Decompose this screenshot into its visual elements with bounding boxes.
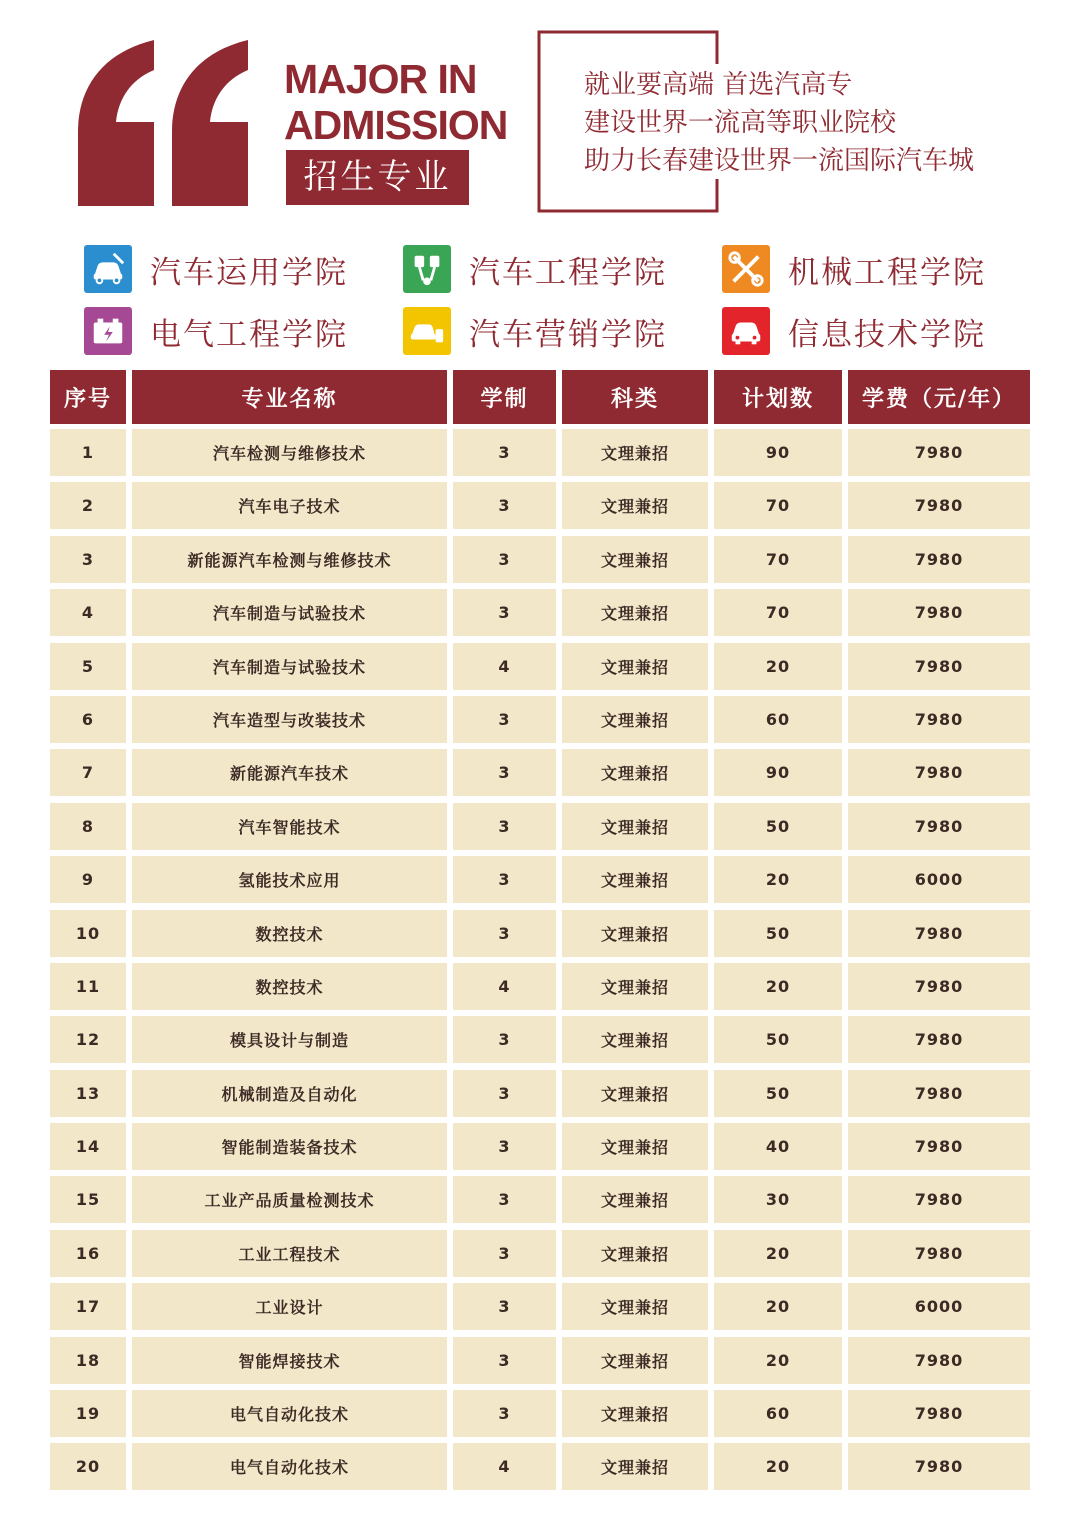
cell-category: 文理兼招 (562, 1070, 708, 1117)
cell-category: 文理兼招 (562, 1230, 708, 1277)
cell-tuition: 7980 (848, 749, 1030, 796)
english-title-line1: MAJOR IN (284, 56, 477, 102)
cell-serial: 3 (50, 536, 126, 583)
cell-duration: 3 (453, 749, 556, 796)
cell-major-name: 工业产品质量检测技术 (132, 1176, 447, 1223)
cell-plan-count: 90 (714, 749, 842, 796)
cell-major-name: 汽车智能技术 (132, 803, 447, 850)
cell-major-name: 汽车检测与维修技术 (132, 429, 447, 476)
table-row (50, 479, 1030, 532)
cell-duration: 3 (453, 429, 556, 476)
slogan-text (584, 66, 1034, 180)
cell-tuition: 7980 (848, 963, 1030, 1010)
cell-category: 文理兼招 (562, 910, 708, 957)
cell-category: 文理兼招 (562, 963, 708, 1010)
cell-serial: 10 (50, 910, 126, 957)
cell-serial: 16 (50, 1230, 126, 1277)
cell-major-name: 新能源汽车检测与维修技术 (132, 536, 447, 583)
cell-major-name: 氢能技术应用 (132, 856, 447, 903)
cell-serial: 7 (50, 749, 126, 796)
cell-tuition: 7980 (848, 910, 1030, 957)
cell-tuition: 7980 (848, 1337, 1030, 1384)
cell-serial: 19 (50, 1390, 126, 1437)
cell-duration: 3 (453, 1016, 556, 1063)
cell-duration: 3 (453, 1176, 556, 1223)
header-plan-count: 计划数 (714, 370, 842, 424)
cell-duration: 3 (453, 856, 556, 903)
table-row (50, 1173, 1030, 1226)
table-row (50, 1440, 1030, 1493)
cell-tuition: 7980 (848, 803, 1030, 850)
cell-serial: 6 (50, 696, 126, 743)
cell-serial: 20 (50, 1443, 126, 1490)
cell-serial: 9 (50, 856, 126, 903)
cell-major-name: 智能焊接技术 (132, 1337, 447, 1384)
cell-duration: 3 (453, 482, 556, 529)
cell-plan-count: 30 (714, 1176, 842, 1223)
cell-major-name: 数控技术 (132, 963, 447, 1010)
cell-category: 文理兼招 (562, 1016, 708, 1063)
cell-category: 文理兼招 (562, 482, 708, 529)
cell-category: 文理兼招 (562, 1176, 708, 1223)
cell-plan-count: 50 (714, 803, 842, 850)
cell-major-name: 汽车制造与试验技术 (132, 643, 447, 690)
cell-plan-count: 20 (714, 856, 842, 903)
cell-serial: 8 (50, 803, 126, 850)
cell-duration: 3 (453, 1283, 556, 1330)
table-row (50, 1334, 1030, 1387)
cell-plan-count: 90 (714, 429, 842, 476)
header-category: 科类 (562, 370, 708, 424)
cell-duration: 3 (453, 803, 556, 850)
table-row (50, 1120, 1030, 1173)
cell-serial: 12 (50, 1016, 126, 1063)
cell-plan-count: 60 (714, 1390, 842, 1437)
english-title-line2: ADMISSION (284, 102, 508, 148)
college-name: 电气工程学院 (150, 316, 348, 353)
cell-duration: 3 (453, 536, 556, 583)
cell-major-name: 数控技术 (132, 910, 447, 957)
cell-tuition: 7980 (848, 536, 1030, 583)
cell-category: 文理兼招 (562, 536, 708, 583)
cell-tuition: 7980 (848, 1230, 1030, 1277)
cell-category: 文理兼招 (562, 803, 708, 850)
cell-plan-count: 40 (714, 1123, 842, 1170)
table-row (50, 907, 1030, 960)
cell-plan-count: 20 (714, 1443, 842, 1490)
cell-category: 文理兼招 (562, 1123, 708, 1170)
cell-category: 文理兼招 (562, 1443, 708, 1490)
cell-plan-count: 20 (714, 643, 842, 690)
cell-duration: 4 (453, 643, 556, 690)
cell-major-name: 新能源汽车技术 (132, 749, 447, 796)
cell-tuition: 7980 (848, 1016, 1030, 1063)
quote-mark-icon (172, 40, 248, 206)
cell-plan-count: 50 (714, 1016, 842, 1063)
cell-serial: 5 (50, 643, 126, 690)
college-information-technology (722, 306, 986, 356)
majors-table (50, 370, 1030, 1494)
cell-serial: 13 (50, 1070, 126, 1117)
table-row (50, 693, 1030, 746)
table-row (50, 746, 1030, 799)
cell-tuition: 7980 (848, 1443, 1030, 1490)
cell-major-name: 电气自动化技术 (132, 1443, 447, 1490)
cell-plan-count: 20 (714, 963, 842, 1010)
cell-major-name: 模具设计与制造 (132, 1016, 447, 1063)
cell-tuition: 7980 (848, 589, 1030, 636)
table-row (50, 1387, 1030, 1440)
cell-plan-count: 70 (714, 536, 842, 583)
cell-tuition: 7980 (848, 696, 1030, 743)
cell-major-name: 汽车造型与改装技术 (132, 696, 447, 743)
cell-serial: 1 (50, 429, 126, 476)
cell-duration: 3 (453, 1230, 556, 1277)
cell-plan-count: 50 (714, 1070, 842, 1117)
college-name: 汽车运用学院 (150, 254, 348, 291)
slogan-line: 助力长春建设世界一流国际汽车城 (584, 146, 975, 176)
wrench-screwdriver-icon (722, 245, 770, 293)
cell-duration: 3 (453, 1337, 556, 1384)
cell-plan-count: 20 (714, 1337, 842, 1384)
cell-tuition: 6000 (848, 1283, 1030, 1330)
cell-duration: 3 (453, 589, 556, 636)
cell-tuition: 7980 (848, 1123, 1030, 1170)
cell-duration: 3 (453, 1123, 556, 1170)
english-title (284, 56, 507, 148)
cell-major-name: 工业设计 (132, 1283, 447, 1330)
cell-serial: 17 (50, 1283, 126, 1330)
engine-piston-icon (403, 245, 451, 293)
header-duration: 学制 (453, 370, 556, 424)
cell-major-name: 电气自动化技术 (132, 1390, 447, 1437)
table-row (50, 1280, 1030, 1333)
cell-category: 文理兼招 (562, 1390, 708, 1437)
cell-duration: 3 (453, 1070, 556, 1117)
college-name: 机械工程学院 (788, 254, 986, 291)
cell-plan-count: 70 (714, 482, 842, 529)
cell-category: 文理兼招 (562, 589, 708, 636)
table-body (50, 426, 1030, 1494)
college-mechanical (722, 244, 986, 294)
cell-duration: 4 (453, 963, 556, 1010)
college-electrical (84, 306, 348, 356)
cell-tuition: 7980 (848, 1070, 1030, 1117)
cell-major-name: 机械制造及自动化 (132, 1070, 447, 1117)
cell-plan-count: 20 (714, 1230, 842, 1277)
cell-duration: 3 (453, 910, 556, 957)
cell-category: 文理兼招 (562, 643, 708, 690)
cell-category: 文理兼招 (562, 856, 708, 903)
cell-major-name: 工业工程技术 (132, 1230, 447, 1277)
quote-mark-icon (78, 40, 154, 206)
table-row (50, 586, 1030, 639)
cell-duration: 4 (453, 1443, 556, 1490)
cell-tuition: 7980 (848, 643, 1030, 690)
cell-plan-count: 70 (714, 589, 842, 636)
header-tuition: 学费（元/年） (848, 370, 1030, 424)
cell-serial: 4 (50, 589, 126, 636)
cell-major-name: 汽车电子技术 (132, 482, 447, 529)
cell-major-name: 汽车制造与试验技术 (132, 589, 447, 636)
table-row (50, 800, 1030, 853)
cell-serial: 14 (50, 1123, 126, 1170)
cell-duration: 3 (453, 696, 556, 743)
table-row (50, 533, 1030, 586)
cell-plan-count: 60 (714, 696, 842, 743)
college-auto-application (84, 244, 348, 294)
college-name: 信息技术学院 (788, 316, 986, 353)
cell-serial: 11 (50, 963, 126, 1010)
table-row (50, 426, 1030, 479)
college-auto-marketing (403, 306, 667, 356)
smart-car-icon (722, 307, 770, 355)
slogan-line: 就业要高端 首选汽高专 (584, 70, 853, 100)
cell-category: 文理兼招 (562, 1283, 708, 1330)
cell-tuition: 7980 (848, 1390, 1030, 1437)
header-major-name: 专业名称 (132, 370, 447, 424)
cell-tuition: 7980 (848, 429, 1030, 476)
header-serial: 序号 (50, 370, 126, 424)
college-name: 汽车营销学院 (469, 316, 667, 353)
cell-tuition: 6000 (848, 856, 1030, 903)
cell-duration: 3 (453, 1390, 556, 1437)
college-name: 汽车工程学院 (469, 254, 667, 291)
table-row (50, 853, 1030, 906)
cell-tuition: 7980 (848, 1176, 1030, 1223)
cell-serial: 18 (50, 1337, 126, 1384)
battery-icon (84, 307, 132, 355)
cell-category: 文理兼招 (562, 696, 708, 743)
car-repair-icon (84, 245, 132, 293)
slogan-line: 建设世界一流高等职业院校 (584, 108, 897, 138)
cell-category: 文理兼招 (562, 1337, 708, 1384)
cell-serial: 15 (50, 1176, 126, 1223)
chinese-title: 招生专业 (286, 150, 469, 205)
car-dealer-icon (403, 307, 451, 355)
cell-major-name: 智能制造装备技术 (132, 1123, 447, 1170)
college-auto-engineering (403, 244, 667, 294)
cell-category: 文理兼招 (562, 749, 708, 796)
table-row (50, 640, 1030, 693)
cell-plan-count: 50 (714, 910, 842, 957)
table-row (50, 1227, 1030, 1280)
cell-tuition: 7980 (848, 482, 1030, 529)
cell-category: 文理兼招 (562, 429, 708, 476)
table-header-row (50, 370, 1030, 426)
table-row (50, 960, 1030, 1013)
table-row (50, 1067, 1030, 1120)
table-row (50, 1013, 1030, 1066)
cell-serial: 2 (50, 482, 126, 529)
cell-plan-count: 20 (714, 1283, 842, 1330)
